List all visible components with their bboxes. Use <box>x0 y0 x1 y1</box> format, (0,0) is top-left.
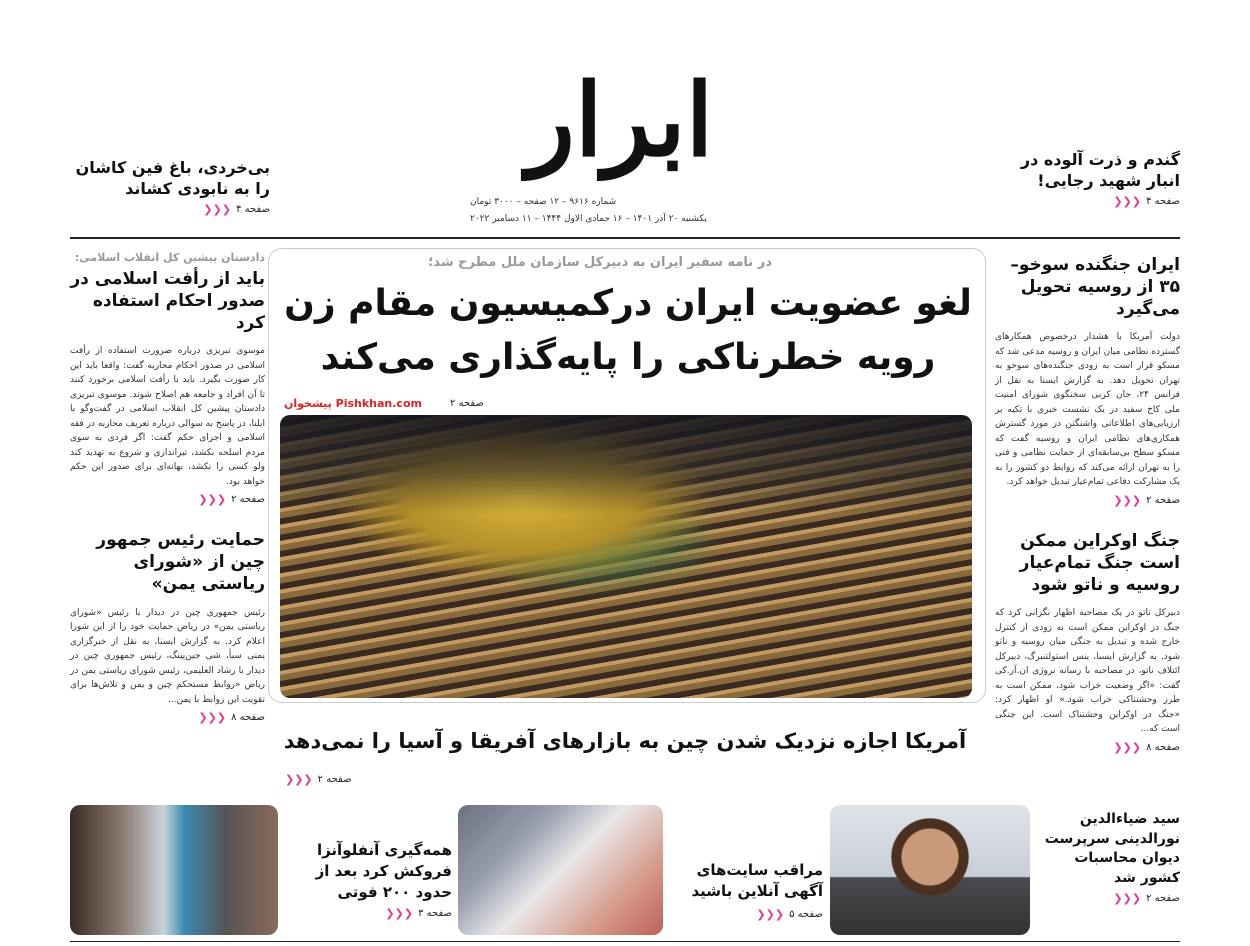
headline: حمایت رئیس جمهور چین از «شورای ریاستی یمن» <box>96 530 265 595</box>
headline: ایران جنگنده سوخو–۳۵ از روسیه تحویل می‌گیرد <box>1010 255 1180 320</box>
page-ref: صفحه ۳ ❮❮❮ <box>385 907 452 920</box>
photo-shopping-cart-money <box>458 805 663 935</box>
top-right-teaser[interactable] <box>1010 150 1180 209</box>
left-column <box>70 250 265 725</box>
right-column <box>995 254 1180 755</box>
photo-masked-people <box>70 805 278 935</box>
divider <box>70 237 1180 239</box>
bottom-divider <box>70 941 1180 942</box>
headline: همه‌گیری آنفلوآنزا فروکش کرد بعد از حدود ۲۰۰ فوتی <box>315 841 452 901</box>
page-ref: صفحه ۸ ❮❮❮ <box>1113 740 1180 754</box>
bottom-story-2[interactable] <box>668 860 823 922</box>
headline: باید از رأفت اسلامی در صدور احکام استفاده کرد <box>70 269 265 334</box>
headline: مراقب سایت‌های آگهی آنلاین باشید <box>691 861 823 900</box>
main-kicker: در نامه سفیر ایران به دبیرکل سازمان ملل مطرح شد؛ <box>428 255 772 270</box>
masthead-logo: ابرار <box>526 61 714 179</box>
headline: سید ضیاءالدین نورالدینی سرپرست دیوان محاسبات کشور شد <box>1044 811 1180 886</box>
page-ref: صفحه ۸ ❮❮❮ <box>198 711 265 725</box>
page-ref: صفحه ۲ ❮❮❮ <box>1113 892 1180 906</box>
body: دبیرکل ناتو در یک مصاحبه اظهار نگرانی کرد که جنگ در اوکراین ممکن است به زودی از کنترل خارج شده و تبدیل به جنگی میان روسیه و ناتو شود. به گزارش ایسنا، ینس استولتنبرگ، دبیرکل ائتلاف ناتو، در مصاحبه با رسانه نروژی ان.آر.کی گفت: «اگر وضعیت خراب شود، ممکن است به طرز وحشتناکی خراب شود.» او اظهار کرد: «جنگ در اوکراین وحشتناک است. این جنگی است که... <box>995 608 1180 735</box>
photo-nouraldini <box>830 805 1030 935</box>
main-headline-2[interactable]: رویه خطرناکی را پایه‌گذاری می‌کند <box>320 337 936 378</box>
page-ref: صفحه ۴ ❮❮❮ <box>1113 194 1180 208</box>
page-ref: صفحه ۲ ❮❮❮ <box>198 493 265 507</box>
pishkhan-watermark: پیشخوان Pishkhan.com <box>284 397 422 410</box>
page-ref: صفحه ۲ ❮❮❮ <box>1113 493 1180 507</box>
right-story-2[interactable] <box>995 530 1180 755</box>
headline: گندم و ذرت آلوده در انبار شهید رجایی! <box>1020 150 1180 190</box>
right-story-1[interactable] <box>995 254 1180 508</box>
issue-line: شماره ۹۶۱۶ – ۱۲ صفحه – ۳۰۰۰ تومان <box>470 197 617 207</box>
sub-page-ref: صفحه ۲ ❮❮❮ <box>285 773 352 786</box>
body: دولت آمریکا با هشدار درخصوص همکارهای گسترده نظامی میان ایران و روسیه مدعی شد که مسکو قرار است به زودی جنگنده‌های سوخو به تهران تحویل دهد. به گزارش ایسنا به نقل از فرانس ۲۴، جان کربی سخنگوی شورای امنیت ملی کاخ سفید در یک نشست خبری با تکیه بر ارزیابی‌های اطلاعاتی واشنگتن در مورد گسترش همکاری‌های نظامی ایران و روسیه گفت که مسکو سطح بی‌سابقه‌ای از حمایت نظامی و فنی را به تهران ارائه می‌کند که روابط دو کشور را به یک مشارکت دفاعی تمام‌عیار تبدیل خواهد کرد. <box>995 332 1180 488</box>
date-line: یکشنبه ۲۰ آذر ۱۴۰۱ – ۱۶ جمادی الاول ۱۴۴۴ – ۱۱ دسامبر ۲۰۲۲ <box>470 214 707 224</box>
sub-headline[interactable]: آمریکا اجازه نزدیک شدن چین به بازارهای آفریقا و آسیا را نمی‌دهد <box>283 729 967 753</box>
left-story-2[interactable] <box>70 529 265 725</box>
main-photo-un-assembly <box>280 415 972 698</box>
bottom-story-1[interactable] <box>1036 810 1180 906</box>
main-page-ref: صفحه ۲ <box>450 398 484 409</box>
top-left-teaser[interactable] <box>70 158 270 217</box>
main-headline-1[interactable]: لغو عضویت ایران درکمیسیون مقام زن <box>284 283 972 324</box>
left-story-1[interactable] <box>70 250 265 507</box>
body: رئیس جمهوری چین در دیدار با رئیس «شورای ریاستی یمن» در ریاض حمایت خود را از این شورا اعلام کرد. به گزارش ایسنا، به نقل از خبرگزاری یمنی سبأ، شی جین‌پینگ، رئیس جمهوری چین در دیدار با رشاد العلیمی، رئیس شورای ریاستی یمن در ریاض «روابط مستحکم چین و یمن و تلاش‌ها برای تقویت این روابط با یمن... <box>70 607 265 705</box>
headline: بی‌خردی، باغ فین کاشان را به نابودی کشاند <box>75 158 270 198</box>
kicker: دادستان پیشین کل انقلاب اسلامی: <box>74 251 265 264</box>
headline: جنگ اوکراین ممکن است جنگ تمام‌عیار روسیه و ناتو شود <box>1019 530 1180 595</box>
chevrons-icon: ❮❮❮ <box>1113 194 1142 208</box>
page-ref: صفحه ۵ ❮❮❮ <box>756 908 823 921</box>
body: موسوی تبریزی درباره ضرورت استفاده از رأفت اسلامی در صدور احکام محاربه گفت: واقعا باید این کار صورت بگیرد. باید با رأفت اسلامی برخورد کنند تا آن افراد و جامعه هم اصلاح شوند. موسوی تبریزی دادستان پیشین کل انقلاب اسلامی در گفت‌وگو با ایلنا، در پاسخ به سوالی درباره تعریف محاربه در فقه اسلامی و اجرای حکم گفت: اگر فردی به سوی مردم اسلحه بکشد، تیراندازی و شروع به تهدید کند ولو کسی را نکشد، بهانه‌ای برای صدور این حکم خواهد بود. <box>70 346 265 487</box>
page-ref: صفحه ۴ ❮❮❮ <box>203 202 270 216</box>
chevrons-icon: ❮❮❮ <box>203 202 232 216</box>
bottom-story-3[interactable] <box>284 840 452 921</box>
